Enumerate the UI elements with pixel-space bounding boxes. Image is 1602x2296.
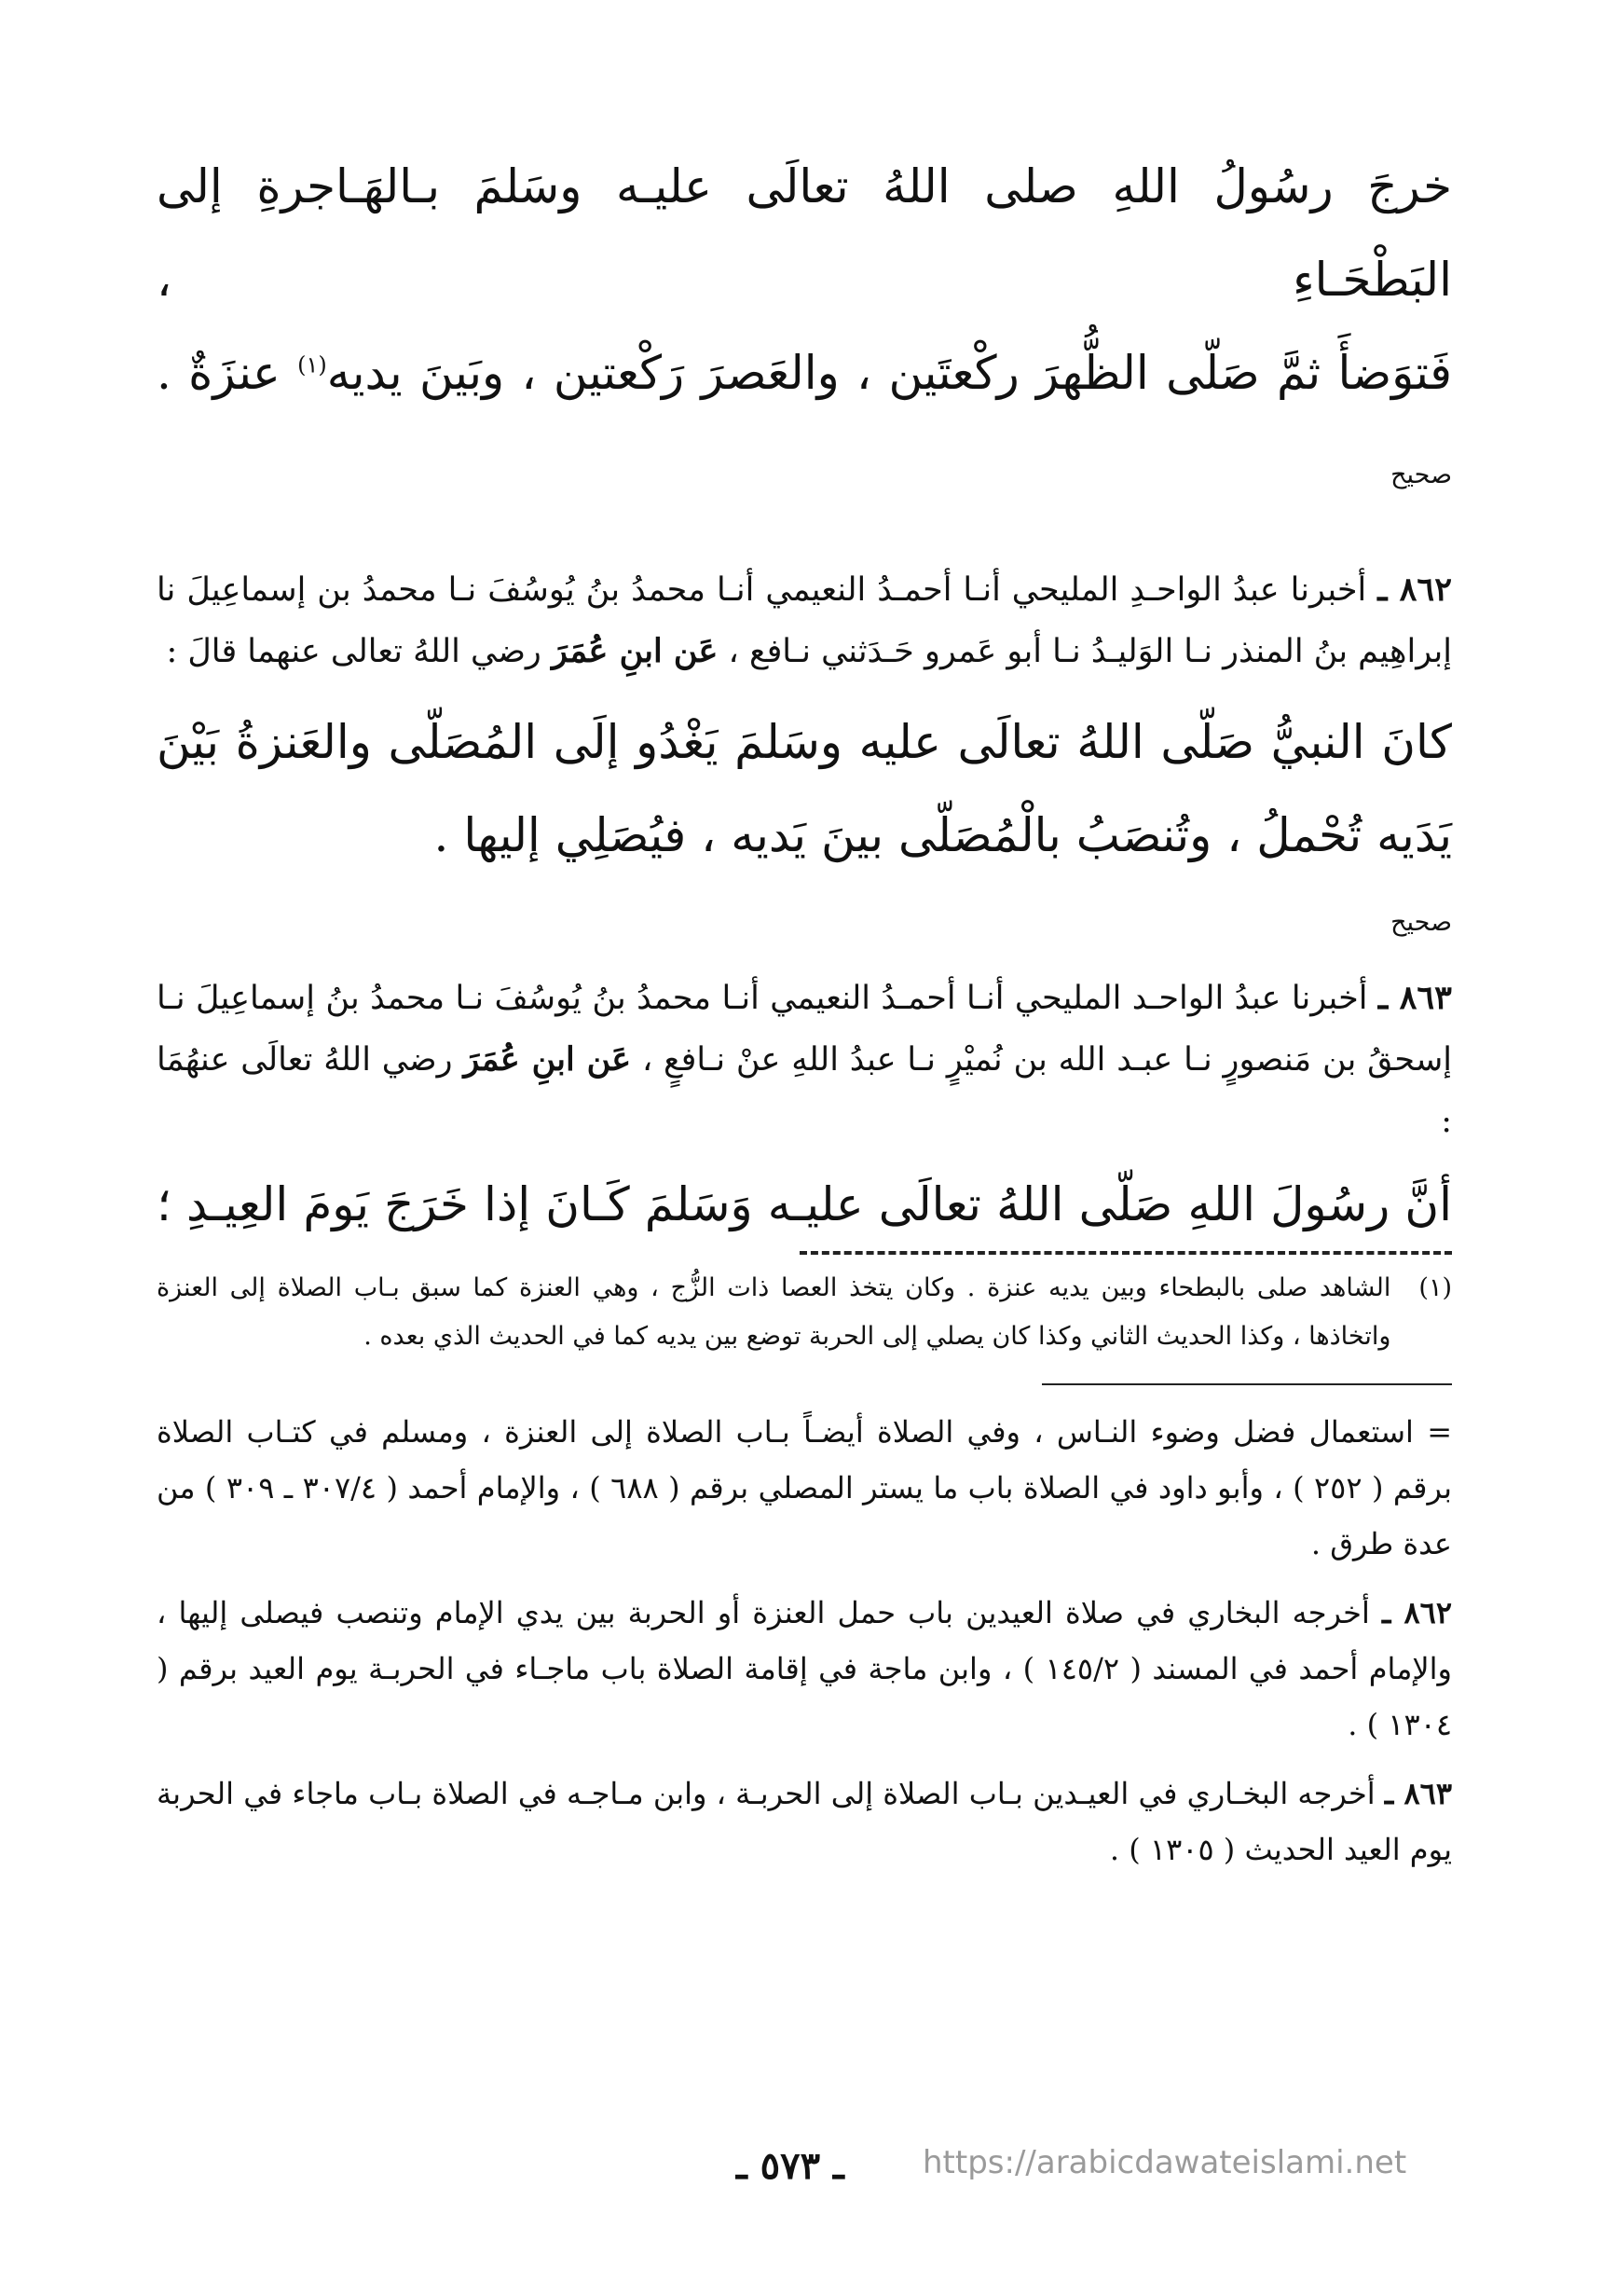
hadith-862-chain: أخبرنا عبدُ الواحـدِ المليحي أنـا أحمـدُ النعيمي أنـا محمدُ بنُ يُوسُفَ نـا محمدُ بن إسماعِيلَ نا إبراهِيم بنُ المنذر نـا الوَليـدُ نـا أبو عَمرو حَـدَثني نـافع ، xyxy=(157,571,1452,670)
hadith-862-narrator: عَن ابنِ عُمَرَ xyxy=(551,632,719,670)
footnote-number: (١) xyxy=(1418,1273,1452,1302)
note-863 xyxy=(157,1766,1452,1877)
hadith-861-grade: صحيح xyxy=(1390,461,1452,489)
spacer xyxy=(157,942,1452,968)
notes-divider xyxy=(1042,1383,1452,1385)
note-862-number: ٨٦٢ ـ xyxy=(1381,1595,1453,1630)
hadith-861-line-1 xyxy=(157,140,1452,326)
note-862 xyxy=(157,1585,1452,1753)
watermark-url: https://arabicdawateislami.net xyxy=(923,2144,1407,2181)
footnote-text: الشاهد صلى بالبطحاء وبين يديه عنزة . وكان يتخذ العصا ذات الزُّج ، وهي العنزة كما سبق بـاب الصلاة إلى العنزة واتخاذها ، وكذا الحديث الثاني وكذا كان يصلي إلى الحربة توضع بين يديه كما في الحديث الذي بعده . xyxy=(157,1273,1391,1351)
hadith-862-matn: كانَ النبيُّ صَلّى اللهُ تعالَى عليه وسَلمَ يَغْدُو إلَى المُصَلّى والعَنزةُ بَيْنَ يَدَيه تُحْملُ ، وتُنصَبُ بالْمُصَلّى بينَ يَديه ، فيُصَلِي إليها . xyxy=(157,715,1452,862)
book-page xyxy=(157,140,1452,2256)
hadith-863-chain-end: رضي اللهُ تعالَى عنهُمَا : xyxy=(157,1041,1452,1140)
footnote-1 xyxy=(157,1264,1452,1361)
hadith-861-text-2: فَتوَضأَ ثمَّ صَلّى الظُّهرَ ركْعتَين ، والعَصرَ رَكْعتين ، وبَينَ يديه xyxy=(326,346,1452,400)
hadith-863-number: ٨٦٣ ـ xyxy=(1377,979,1452,1017)
hadith-863-matn: أنَّ رسُولَ اللهِ صَلّى اللهُ تعالَى عليـه وَسَلمَ كَـانَ إذا خَرَجَ يَومَ العِيـدِ ؛ xyxy=(157,1177,1452,1231)
hadith-861-text-3: عنزَةٌ . xyxy=(157,346,298,400)
hadith-862-isnad xyxy=(157,559,1452,682)
hadith-863-isnad xyxy=(157,968,1452,1152)
hadith-862-number: ٨٦٢ ـ xyxy=(1377,571,1452,609)
footnote-reference[interactable]: (١) xyxy=(297,351,327,378)
footnote-separator xyxy=(800,1251,1452,1255)
hadith-863-narrator: عَن ابنِ عُمَرَ xyxy=(463,1040,632,1079)
note-863-number: ٨٦٣ ـ xyxy=(1384,1776,1452,1811)
note-862-text: أخرجه البخاري في صلاة العيدين باب حمل العنزة أو الحربة بين يدي الإمام وتنصب فيصلى إليها ، والإمام أحمد في المسند ( ١٤٥/٢ ) ، وابن ماجة في إقامة الصلاة باب ماجـاء في الحربـة يوم العيد برقم ( ١٣٠٤ ) . xyxy=(157,1595,1453,1742)
hadith-863-chain: أخبرنا عبدُ الواحـد المليحي أنـا أحمـدُ النعيمي أنـا محمدُ بنُ يُوسُفَ نـا محمدُ بنُ إسماعِيلَ نـا إسحقُ بن مَنصورٍ نـا عبـد الله بن نُميْرٍ نـا عبدُ اللهِ عنْ نـافعٍ ، xyxy=(157,980,1453,1079)
note-863-text: أخرجه البخـاري في العيـدين بـاب الصلاة إلى الحربـة ، وابن مـاجـه في الصلاة بـاب ماجاء في الحربة يوم العيد الحديث ( ١٣٠٥ ) . xyxy=(157,1776,1452,1867)
hadith-861-text-1: خرجَ رسُولُ اللهِ صلى اللهُ تعالَى عليـه وسَلمَ بـالهَـاجرةِ إلى البَطْحَـاءِ ، xyxy=(157,159,1452,307)
hadith-862-grade: صحيح xyxy=(1390,908,1452,937)
hadith-861-line-2 xyxy=(157,326,1452,419)
hadith-862-chain-end: رضي اللهُ تعالى عنهما قالَ : xyxy=(166,633,552,670)
note-continuation: = استعمال فضل وضوء النـاس ، وفي الصلاة أيضـاً بـاب الصلاة إلى العنزة ، ومسلم في كتـاب الصلاة برقم ( ٢٥٢ ) ، وأبو داود في الصلاة باب ما يستر المصلي برقم ( ٦٨٨ ) ، والإمام أحمد ( ٣٠٧/٤ ـ ٣٠٩ ) من عدة طرق . xyxy=(157,1414,1453,1561)
page-number: ـ ٥٧٣ ـ xyxy=(736,2144,844,2188)
page-footer xyxy=(0,2144,1602,2200)
spacer xyxy=(157,494,1452,559)
